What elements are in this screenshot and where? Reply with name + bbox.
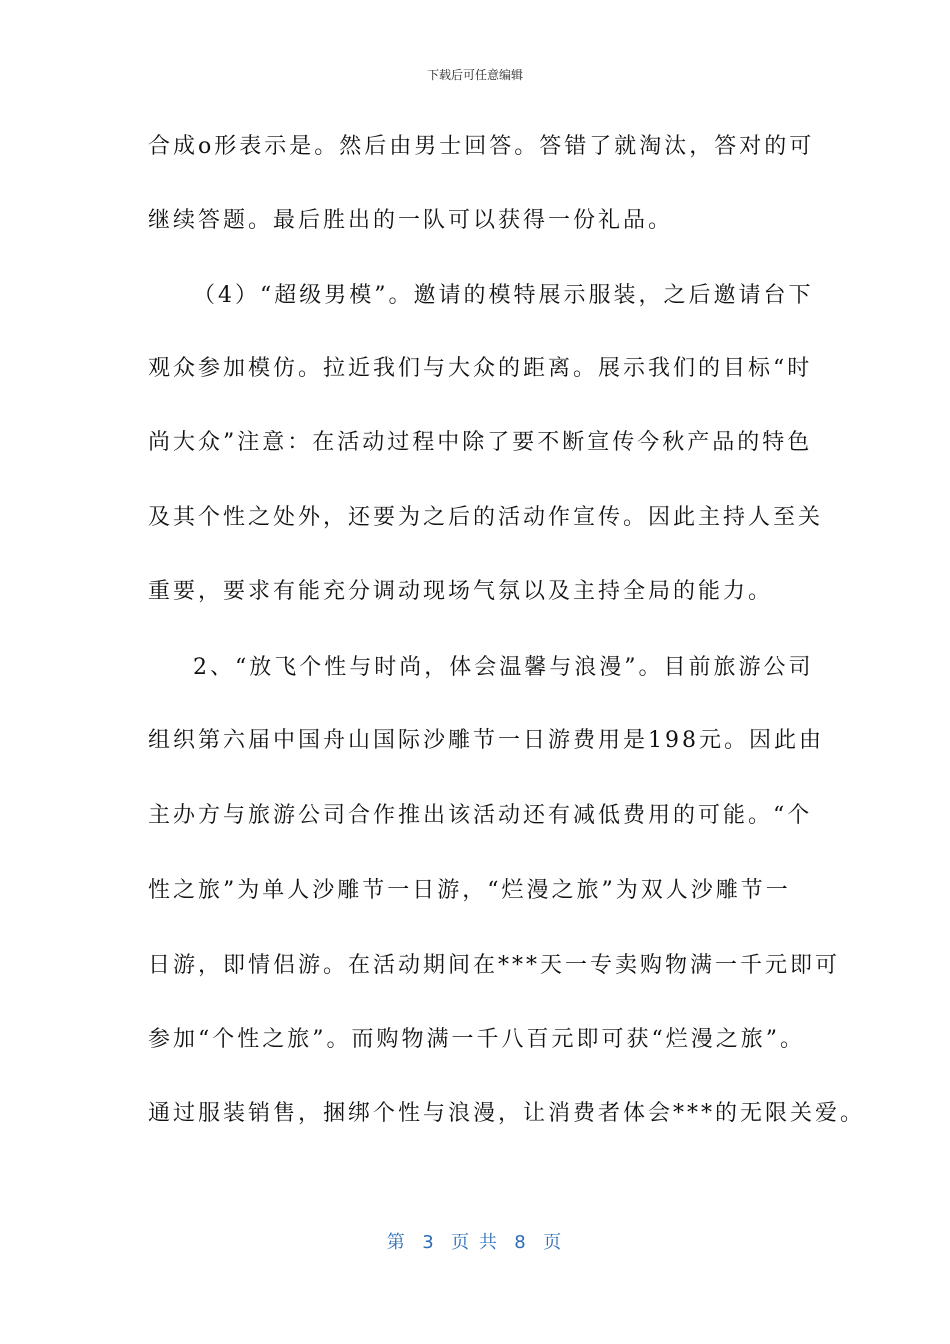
body-line: 参加“个性之旅”。而购物满一千八百元即可获“烂漫之旅”。 [148,1027,805,1052]
body-line: 重要，要求有能充分调动现场气氛以及主持全局的能力。 [148,579,774,604]
body-line: 日游，即情侣游。在活动期间在***天一专卖购物满一千元即可 [148,953,841,978]
body-line: （4）“超级男模”。邀请的模特展示服装，之后邀请台下 [193,283,814,308]
body-line: 性之旅”为单人沙雕节一日游，“烂漫之旅”为双人沙雕节一 [148,878,791,903]
body-line: 观众参加模仿。拉近我们与大众的距离。展示我们的目标“时 [148,356,813,381]
body-line: 通过服装销售，捆绑个性与浪漫，让消费者体会***的无限关爱。 [148,1101,866,1126]
body-line: 主办方与旅游公司合作推出该活动还有减低费用的可能。“个 [148,803,813,828]
page-number: 第 3 页 共 8 页 [386,1232,564,1253]
body-line: 2、“放飞个性与时尚，体会温馨与浪漫”。目前旅游公司 [193,655,814,680]
body-line: 继续答题。最后胜出的一队可以获得一份礼品。 [148,208,674,233]
body-line: 及其个性之处外，还要为之后的活动作宣传。因此主持人至关 [148,505,824,530]
body-line: 合成o形表示是。然后由男士回答。答错了就淘汰，答对的可 [148,134,815,159]
body-line: 尚大众”注意：在活动过程中除了要不断宣传今秋产品的特色 [148,430,813,455]
body-line: 组织第六届中国舟山国际沙雕节一日游费用是198元。因此由 [148,728,824,753]
download-edit-note: 下载后可任意编辑 [426,68,523,82]
